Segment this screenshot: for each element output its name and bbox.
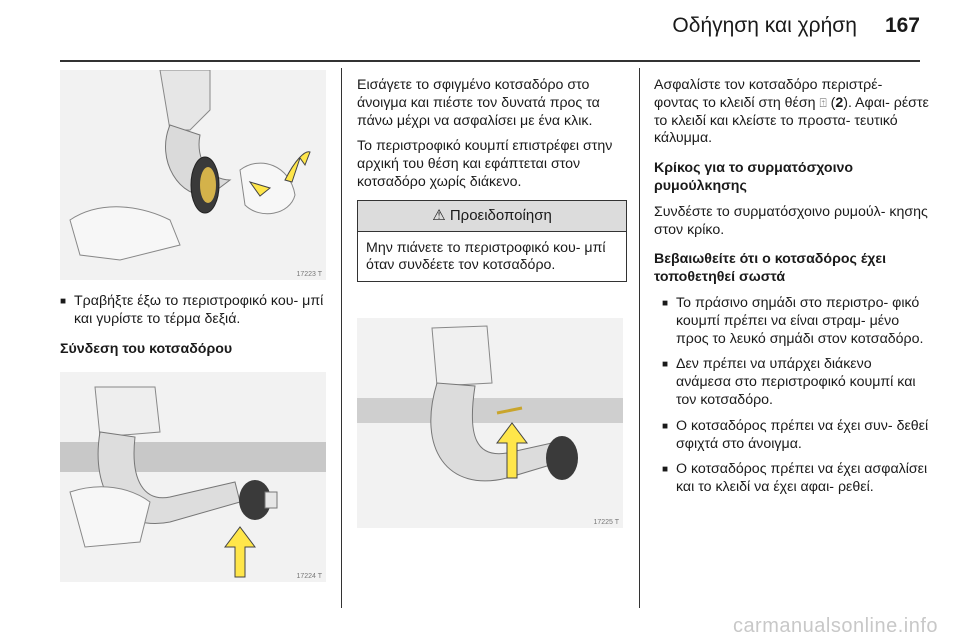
knob-illustration (60, 70, 326, 280)
bullet-square-icon: ■ (662, 297, 669, 309)
bullet-square-icon: ■ (662, 464, 669, 476)
insert-illustration (357, 318, 623, 528)
column-3-text (654, 77, 929, 505)
page-header (672, 14, 920, 38)
figure-connect-towbar (60, 372, 326, 582)
lock-icon: ⍐ (819, 95, 827, 110)
watermark: carmanualsonline.info (732, 615, 938, 637)
list-item (654, 418, 929, 454)
warning-box (357, 200, 627, 282)
bullet-text: Ο κοτσαδόρος πρέπει να έχει ασφαλίσει και το κλειδί να έχει αφαι- ρεθεί. (676, 461, 928, 496)
bullet-square-icon: ■ (60, 296, 67, 307)
bullet-square-icon: ■ (662, 420, 669, 432)
subheading: Σύνδεση του κοτσαδόρου (60, 340, 233, 357)
bullet-square-icon: ■ (662, 359, 669, 371)
section-title: Οδήγηση και χρήση (672, 14, 857, 37)
figure-number: 17225 T (593, 519, 619, 526)
list-item (654, 461, 929, 497)
bullet-text: Το πράσινο σημάδι στο περιστρο- φικό κουμπί πρέπει να είναι στραμ- μένο προς το λευκό σημάδι στον κοτσαδόρο. (676, 294, 924, 347)
subheading: Βεβαιωθείτε ότι ο κοτσαδόρος έχει τοποθετηθεί σωστά (654, 251, 887, 286)
header-rule (60, 60, 920, 62)
bullet-text: Δεν πρέπει να υπάρχει διάκενο ανάμεσα στο περιστροφικό κουμπί και τον κοτσαδόρο. (676, 356, 916, 408)
list-item (60, 293, 328, 329)
warning-triangle-icon: ⚠ (432, 206, 446, 224)
figure-number: 17224 T (296, 573, 322, 580)
list-item (654, 356, 929, 409)
figure-insert-towbar (357, 318, 623, 528)
bullet-text: Τραβήξτε έξω το περιστροφικό κου- μπί και γυρίστε το τέρμα δεξιά. (74, 293, 324, 327)
paragraph: Ασφαλίστε τον κοτσαδόρο περιστρέ- φοντας το κλειδί στη θέση ⍐ (2). Αφαι- ρέστε το κλειδί και κλείστε το προστα- τευτικό κάλυμμα. (654, 77, 929, 147)
warning-title: Προειδοποίηση (449, 206, 552, 224)
bullet-text: Ο κοτσαδόρος πρέπει να έχει συν- δεθεί σφιχτά στο άνοιγμα. (676, 417, 929, 452)
paragraph: Το περιστροφικό κουμπί επιστρέφει στην αρχική του θέση και εφάπτεται στον κοτσαδόρο χωρίς διάκενο. (357, 138, 613, 190)
column-divider-2 (639, 68, 640, 608)
column-2-text (357, 77, 627, 282)
paragraph: Συνδέστε το συρματόσχοινο ρυμούλ- κησης στον κρίκο. (654, 203, 928, 238)
warning-text: Μην πιάνετε το περιστροφικό κου- μπί όταν συνδέετε τον κοτσαδόρο. (366, 239, 606, 274)
column-divider-1 (341, 68, 342, 608)
paragraph: Εισάγετε το σφιγμένο κοτσαδόρο στο άνοιγμα και πιέστε τον δυνατά προς τα πάνω μέχρι να ασφαλίσει με ένα κλικ. (357, 77, 600, 129)
figure-number: 17223 T (296, 271, 322, 278)
list-item (654, 295, 929, 348)
subheading: Κρίκος για το συρματόσχοινο ρυμούλκησης (654, 160, 854, 194)
page-number: 167 (884, 14, 920, 37)
warning-header (358, 201, 626, 232)
towbar-illustration (60, 372, 326, 582)
column-1-text (60, 293, 328, 366)
figure-pull-knob (60, 70, 326, 280)
